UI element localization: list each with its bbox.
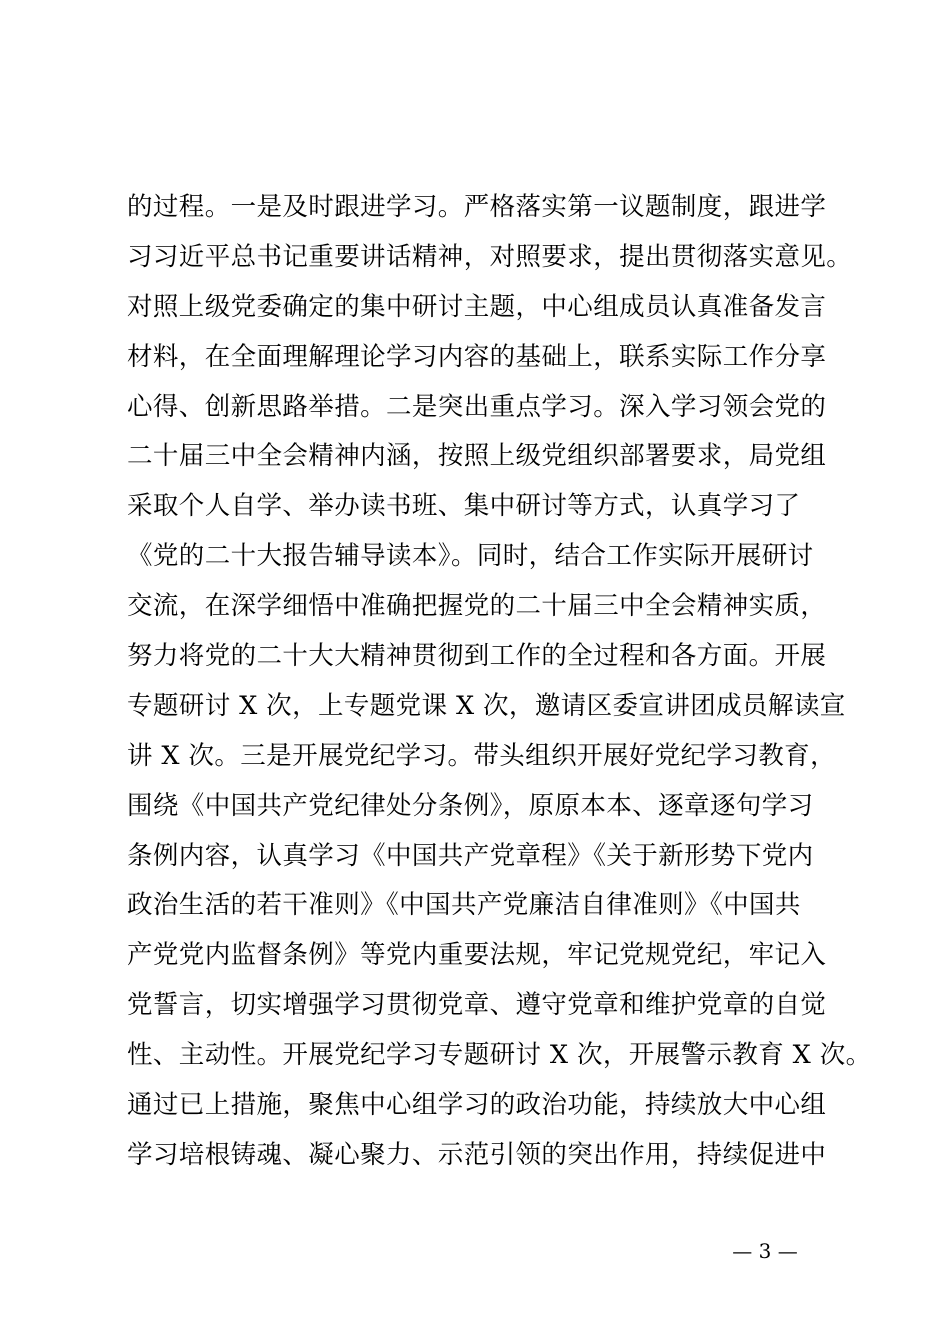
text-line: 专题研讨 X 次，上专题党课 X 次，邀请区委宣讲团成员解读宣 (127, 690, 846, 721)
text-line: 学习培根铸魂、凝心聚力、示范引领的突出作用，持续促进中 (127, 1139, 827, 1170)
text-line: 《党的二十大报告辅导读本》。同时，结合工作实际开展研讨 (127, 541, 814, 572)
page-number: — 3 — (732, 1239, 798, 1263)
text-line: 努力将党的二十大大精神贯彻到工作的全过程和各方面。开展 (127, 641, 827, 672)
text-line: 交流，在深学细悟中准确把握党的二十届三中全会精神实质， (127, 591, 827, 622)
text-line: 条例内容，认真学习《中国共产党章程》《关于新形势下党内 (127, 840, 814, 871)
text-line: 心得、创新思路举措。二是突出重点学习。深入学习领会党的 (127, 391, 827, 422)
text-line: 围绕《中国共产党纪律处分条例》，原原本本、逐章逐句学习 (127, 790, 814, 821)
text-line: 产党党内监督条例》等党内重要法规，牢记党规党纪，牢记入 (127, 940, 827, 971)
text-line: 习习近平总书记重要讲话精神，对照要求，提出贯彻落实意见。 (127, 241, 853, 272)
text-line: 材料，在全面理解理论学习内容的基础上，联系实际工作分享 (127, 341, 827, 372)
text-line: 政治生活的若干准则》《中国共产党廉洁自律准则》《中国共 (127, 890, 801, 921)
text-line: 党誓言，切实增强学习贯彻党章、遵守党章和维护党章的自觉 (127, 990, 827, 1021)
text-line: 讲 X 次。三是开展党纪学习。带头组织开展好党纪学习教育， (127, 740, 836, 771)
text-line: 二十届三中全会精神内涵，按照上级党组织部署要求，局党组 (127, 441, 827, 472)
text-line: 的过程。一是及时跟进学习。严格落实第一议题制度，跟进学 (127, 192, 827, 222)
text-line: 性、主动性。开展党纪学习专题研讨 X 次，开展警示教育 X 次。 (127, 1040, 872, 1071)
text-line: 采取个人自学、举办读书班、集中研讨等方式，认真学习了 (127, 491, 801, 522)
body-text (127, 183, 872, 1181)
text-line: 对照上级党委确定的集中研讨主题，中心组成员认真准备发言 (127, 291, 827, 322)
text-line: 通过已上措施，聚焦中心组学习的政治功能，持续放大中心组 (127, 1090, 827, 1121)
